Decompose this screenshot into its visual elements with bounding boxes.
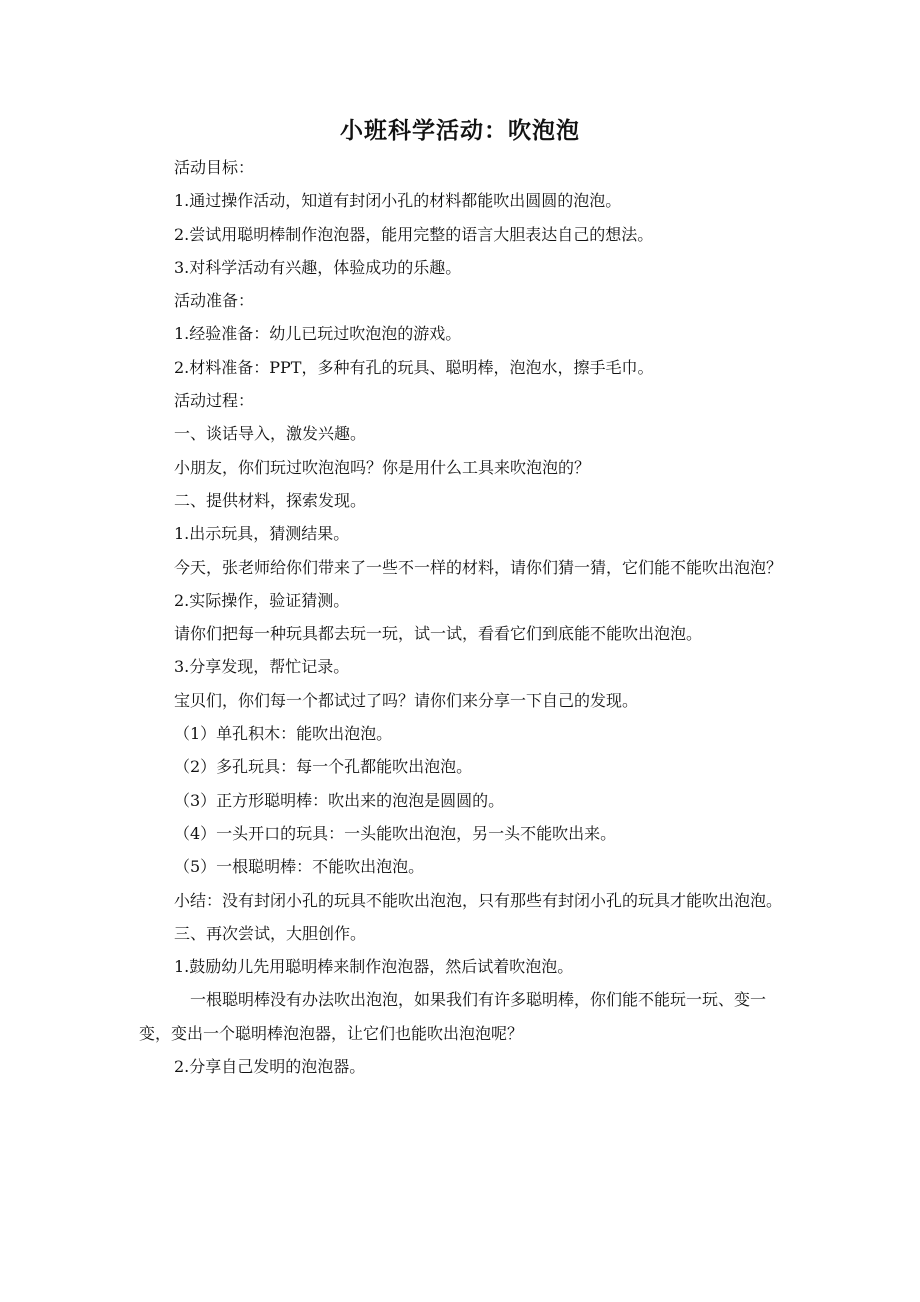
section-heading-goals: 活动目标： <box>174 158 255 177</box>
list-item: （2）多孔玩具：每一个孔都能吹出泡泡。 <box>174 757 473 777</box>
paragraph: 请你们把每一种玩具都去玩一玩，试一试，看看它们到底能不能吹出泡泡。 <box>174 624 703 644</box>
list-item: （5）一根聪明棒：不能吹出泡泡。 <box>174 857 425 877</box>
list-item: （3）正方形聪明棒：吹出来的泡泡是圆圆的。 <box>174 790 505 810</box>
paragraph: 小朋友，你们玩过吹泡泡吗？你是用什么工具来吹泡泡的？ <box>174 457 591 477</box>
document-title: 小班科学活动：吹泡泡 <box>340 118 580 144</box>
preparation-item-1: 1.经验准备：幼儿已玩过吹泡泡的游戏。 <box>174 324 462 344</box>
paragraph: 宝贝们，你们每一个都试过了吗？请你们来分享一下自己的发现。 <box>174 690 639 710</box>
section-heading-preparation: 活动准备： <box>174 291 255 311</box>
summary-paragraph: 小结：没有封闭小孔的玩具不能吹出泡泡，只有那些有封闭小孔的玩具才能吹出泡泡。 <box>174 890 783 910</box>
preparation-item-2: 2.材料准备：PPT，多种有孔的玩具、聪明棒，泡泡水，擦手毛巾。 <box>174 357 654 377</box>
sub-step: 2.分享自己发明的泡泡器。 <box>174 1057 366 1077</box>
process-step-1: 一、谈话导入，激发兴趣。 <box>174 424 367 444</box>
document-body <box>139 151 789 1083</box>
list-item: （1）单孔积木：能吹出泡泡。 <box>174 724 393 744</box>
process-step-3: 三、再次尝试，大胆创作。 <box>174 923 367 943</box>
goal-item-3: 3.对科学活动有兴趣，体验成功的乐趣。 <box>174 257 462 277</box>
process-step-2: 二、提供材料，探索发现。 <box>174 490 367 510</box>
paragraph: 今天，张老师给你们带来了一些不一样的材料，请你们猜一猜，它们能不能吹出泡泡？ <box>174 557 783 577</box>
goal-item-1: 1.通过操作活动，知道有封闭小孔的材料都能吹出圆圆的泡泡。 <box>174 191 622 211</box>
section-heading-process: 活动过程： <box>174 391 255 411</box>
sub-step: 1.鼓励幼儿先用聪明棒来制作泡泡器，然后试着吹泡泡。 <box>174 957 574 977</box>
sub-step: 2.实际操作，验证猜测。 <box>174 590 350 610</box>
list-item: （4）一头开口的玩具：一头能吹出泡泡，另一头不能吹出来。 <box>174 823 617 843</box>
sub-step: 1.出示玩具，猜测结果。 <box>174 524 350 544</box>
sub-step: 3.分享发现，帮忙记录。 <box>174 657 350 677</box>
goal-item-2: 2.尝试用聪明棒制作泡泡器，能用完整的语言大胆表达自己的想法。 <box>174 224 654 244</box>
paragraph: 一根聪明棒没有办法吹出泡泡，如果我们有许多聪明棒，你们能不能玩一玩、变一变，变出一个聪明棒泡泡器，让它们也能吹出泡泡呢？ <box>139 990 767 1043</box>
